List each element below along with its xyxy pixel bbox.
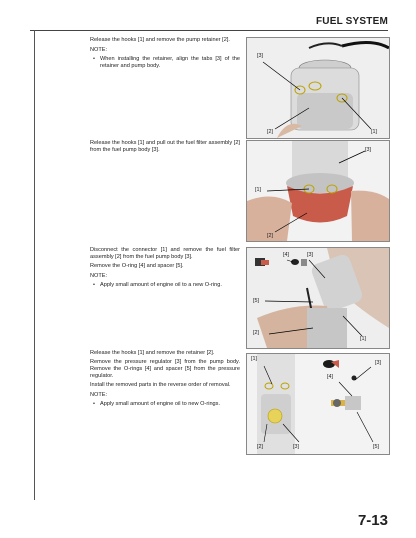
callout-label: [1] xyxy=(360,336,366,342)
step-2-text xyxy=(90,140,240,156)
header-rule xyxy=(30,30,388,31)
pressure-regulator-illustration xyxy=(247,354,389,454)
callout-label: [3] xyxy=(257,53,263,59)
note-label: NOTE: xyxy=(90,273,108,279)
callout-label: [5] xyxy=(373,444,379,450)
figure-connector-disconnect xyxy=(246,247,390,349)
callout-label: [1] xyxy=(255,187,261,193)
step-4-paragraph: Install the removed parts in the reverse order of removal. xyxy=(90,382,231,388)
callout-label: [4] xyxy=(327,374,333,380)
step-2-paragraph: Release the hooks [1] and pull out the fuel filter assembly [2] from the fuel pump body [3]. xyxy=(90,140,240,153)
note-label: NOTE: xyxy=(90,392,108,398)
note-bullet: • Apply small amount of engine oil to new O-rings. xyxy=(90,401,240,408)
callout-label: [3] xyxy=(365,147,371,153)
margin-rule xyxy=(34,30,35,500)
note-bullet: • When installing the retainer, align the tabs [3] of the retainer and pump body. xyxy=(90,56,240,70)
note-bullet: • Apply small amount of engine oil to a new O-ring. xyxy=(90,282,240,289)
callout-label: [1] xyxy=(371,129,377,135)
step-4-paragraph: Release the hooks [1] and remove the retainer [2]. xyxy=(90,350,215,356)
page-header xyxy=(0,0,416,30)
figure-pump-retainer xyxy=(246,37,390,139)
section-title: FUEL SYSTEM xyxy=(315,16,388,27)
step-4-text xyxy=(90,350,240,410)
callout-label: [2] xyxy=(253,330,259,336)
callout-label: [2] xyxy=(267,129,273,135)
step-3-text xyxy=(90,247,240,291)
callout-label: [1] xyxy=(251,356,257,362)
pump-retainer-illustration xyxy=(247,38,389,138)
step-4-paragraph: Remove the pressure regulator [3] from the pump body. Remove the O-rings [4] and spacer [5] from the pressure regulator. xyxy=(90,359,240,379)
callout-label: [3] xyxy=(307,252,313,258)
step-3-paragraph: Remove the O-ring [4] and spacer [5]. xyxy=(90,263,184,269)
step-1-paragraph: Release the hooks [1] and remove the pump retainer [2]. xyxy=(90,37,230,43)
callout-label: [3] xyxy=(293,444,299,450)
callout-label: [4] xyxy=(283,252,289,258)
figure-pressure-regulator xyxy=(246,353,390,455)
step-1-text xyxy=(90,37,240,72)
callout-label: [2] xyxy=(257,444,263,450)
callout-label: [2] xyxy=(267,233,273,239)
callout-label: [5] xyxy=(253,298,259,304)
note-label: NOTE: xyxy=(90,47,108,53)
step-3-paragraph: Disconnect the connector [1] and remove the fuel filter assembly [2] from the fuel pump body [3]. xyxy=(90,247,240,260)
callout-label: [3] xyxy=(375,360,381,366)
fuel-filter-illustration xyxy=(247,141,389,241)
figure-fuel-filter-removal xyxy=(246,140,390,242)
page-number: 7-13 xyxy=(357,512,388,529)
connector-illustration xyxy=(247,248,389,348)
